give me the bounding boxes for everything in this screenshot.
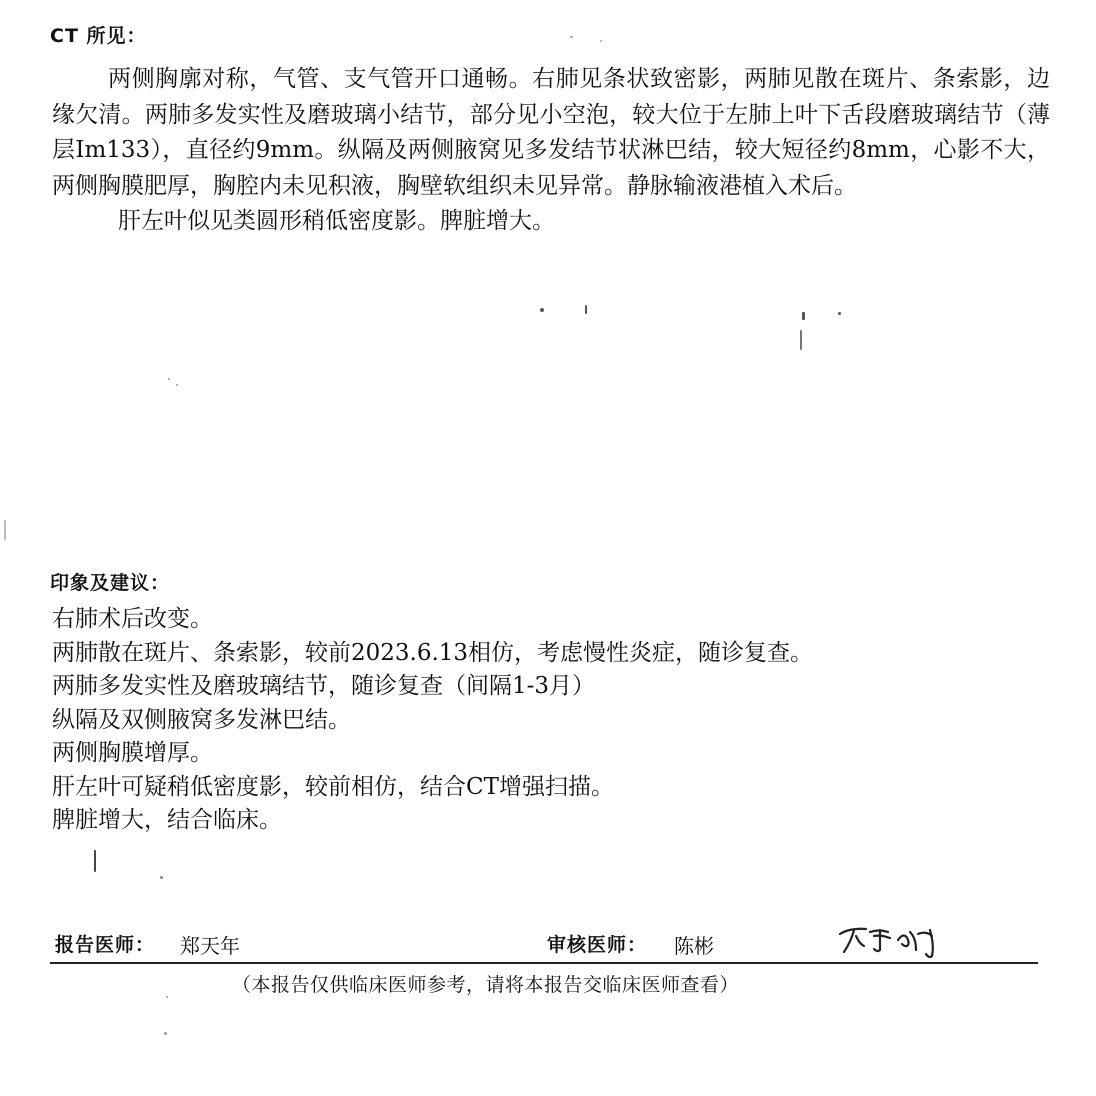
impression-item: 纵隔及双侧腋窝多发淋巴结。 (52, 706, 351, 733)
impression-item: 两肺散在斑片、条索影，较前2023.6.13相仿，考虑慢性炎症，随诊复查。 (52, 639, 814, 666)
impression-item: 右肺术后改变。 (52, 606, 213, 632)
reviewer-signature (836, 920, 946, 960)
impression-heading: 印象及建议： (50, 572, 171, 594)
findings-paragraph: 两侧胸廓对称，气管、支气管开口通畅。右肺见条状致密影，两肺见散在斑片、条索影，边缘欠清。两肺多发实性及磨玻璃小结节，部分见小空泡，较大位于左肺上叶下舌段磨玻璃结节（薄层Im133），直径约9mm。纵隔及两侧腋窝见多发结节状淋巴结，较大短径约8mm，心影不大，两侧胸膜肥厚，胸腔内未见积液，胸壁软组织未见异常。静脉输液港植入术后。 (52, 66, 1050, 199)
report-disclaimer: （本报告仅供临床医师参考，请将本报告交临床医师查看） (232, 974, 740, 996)
reporter-name: 郑天年 (180, 934, 240, 958)
findings-heading: CT 所见： (50, 25, 147, 47)
findings-body (52, 62, 1050, 240)
impression-item: 两侧胸膜增厚。 (52, 740, 213, 766)
reviewer-name: 陈彬 (674, 934, 714, 958)
impression-item: 肝左叶可疑稍低密度影，较前相仿，结合CT增强扫描。 (52, 773, 614, 800)
reporter-label: 报告医师： (55, 934, 156, 956)
impression-item: 两肺多发实性及磨玻璃结节，随诊复查（间隔1-3月） (52, 673, 596, 699)
footer-divider (50, 962, 1038, 964)
findings-paragraph: 肝左叶似见类圆形稍低密度影。脾脏增大。 (118, 208, 555, 234)
impression-list (52, 603, 1052, 838)
reviewer-label: 审核医师： (547, 934, 648, 956)
impression-item: 脾脏增大，结合临床。 (52, 807, 282, 833)
